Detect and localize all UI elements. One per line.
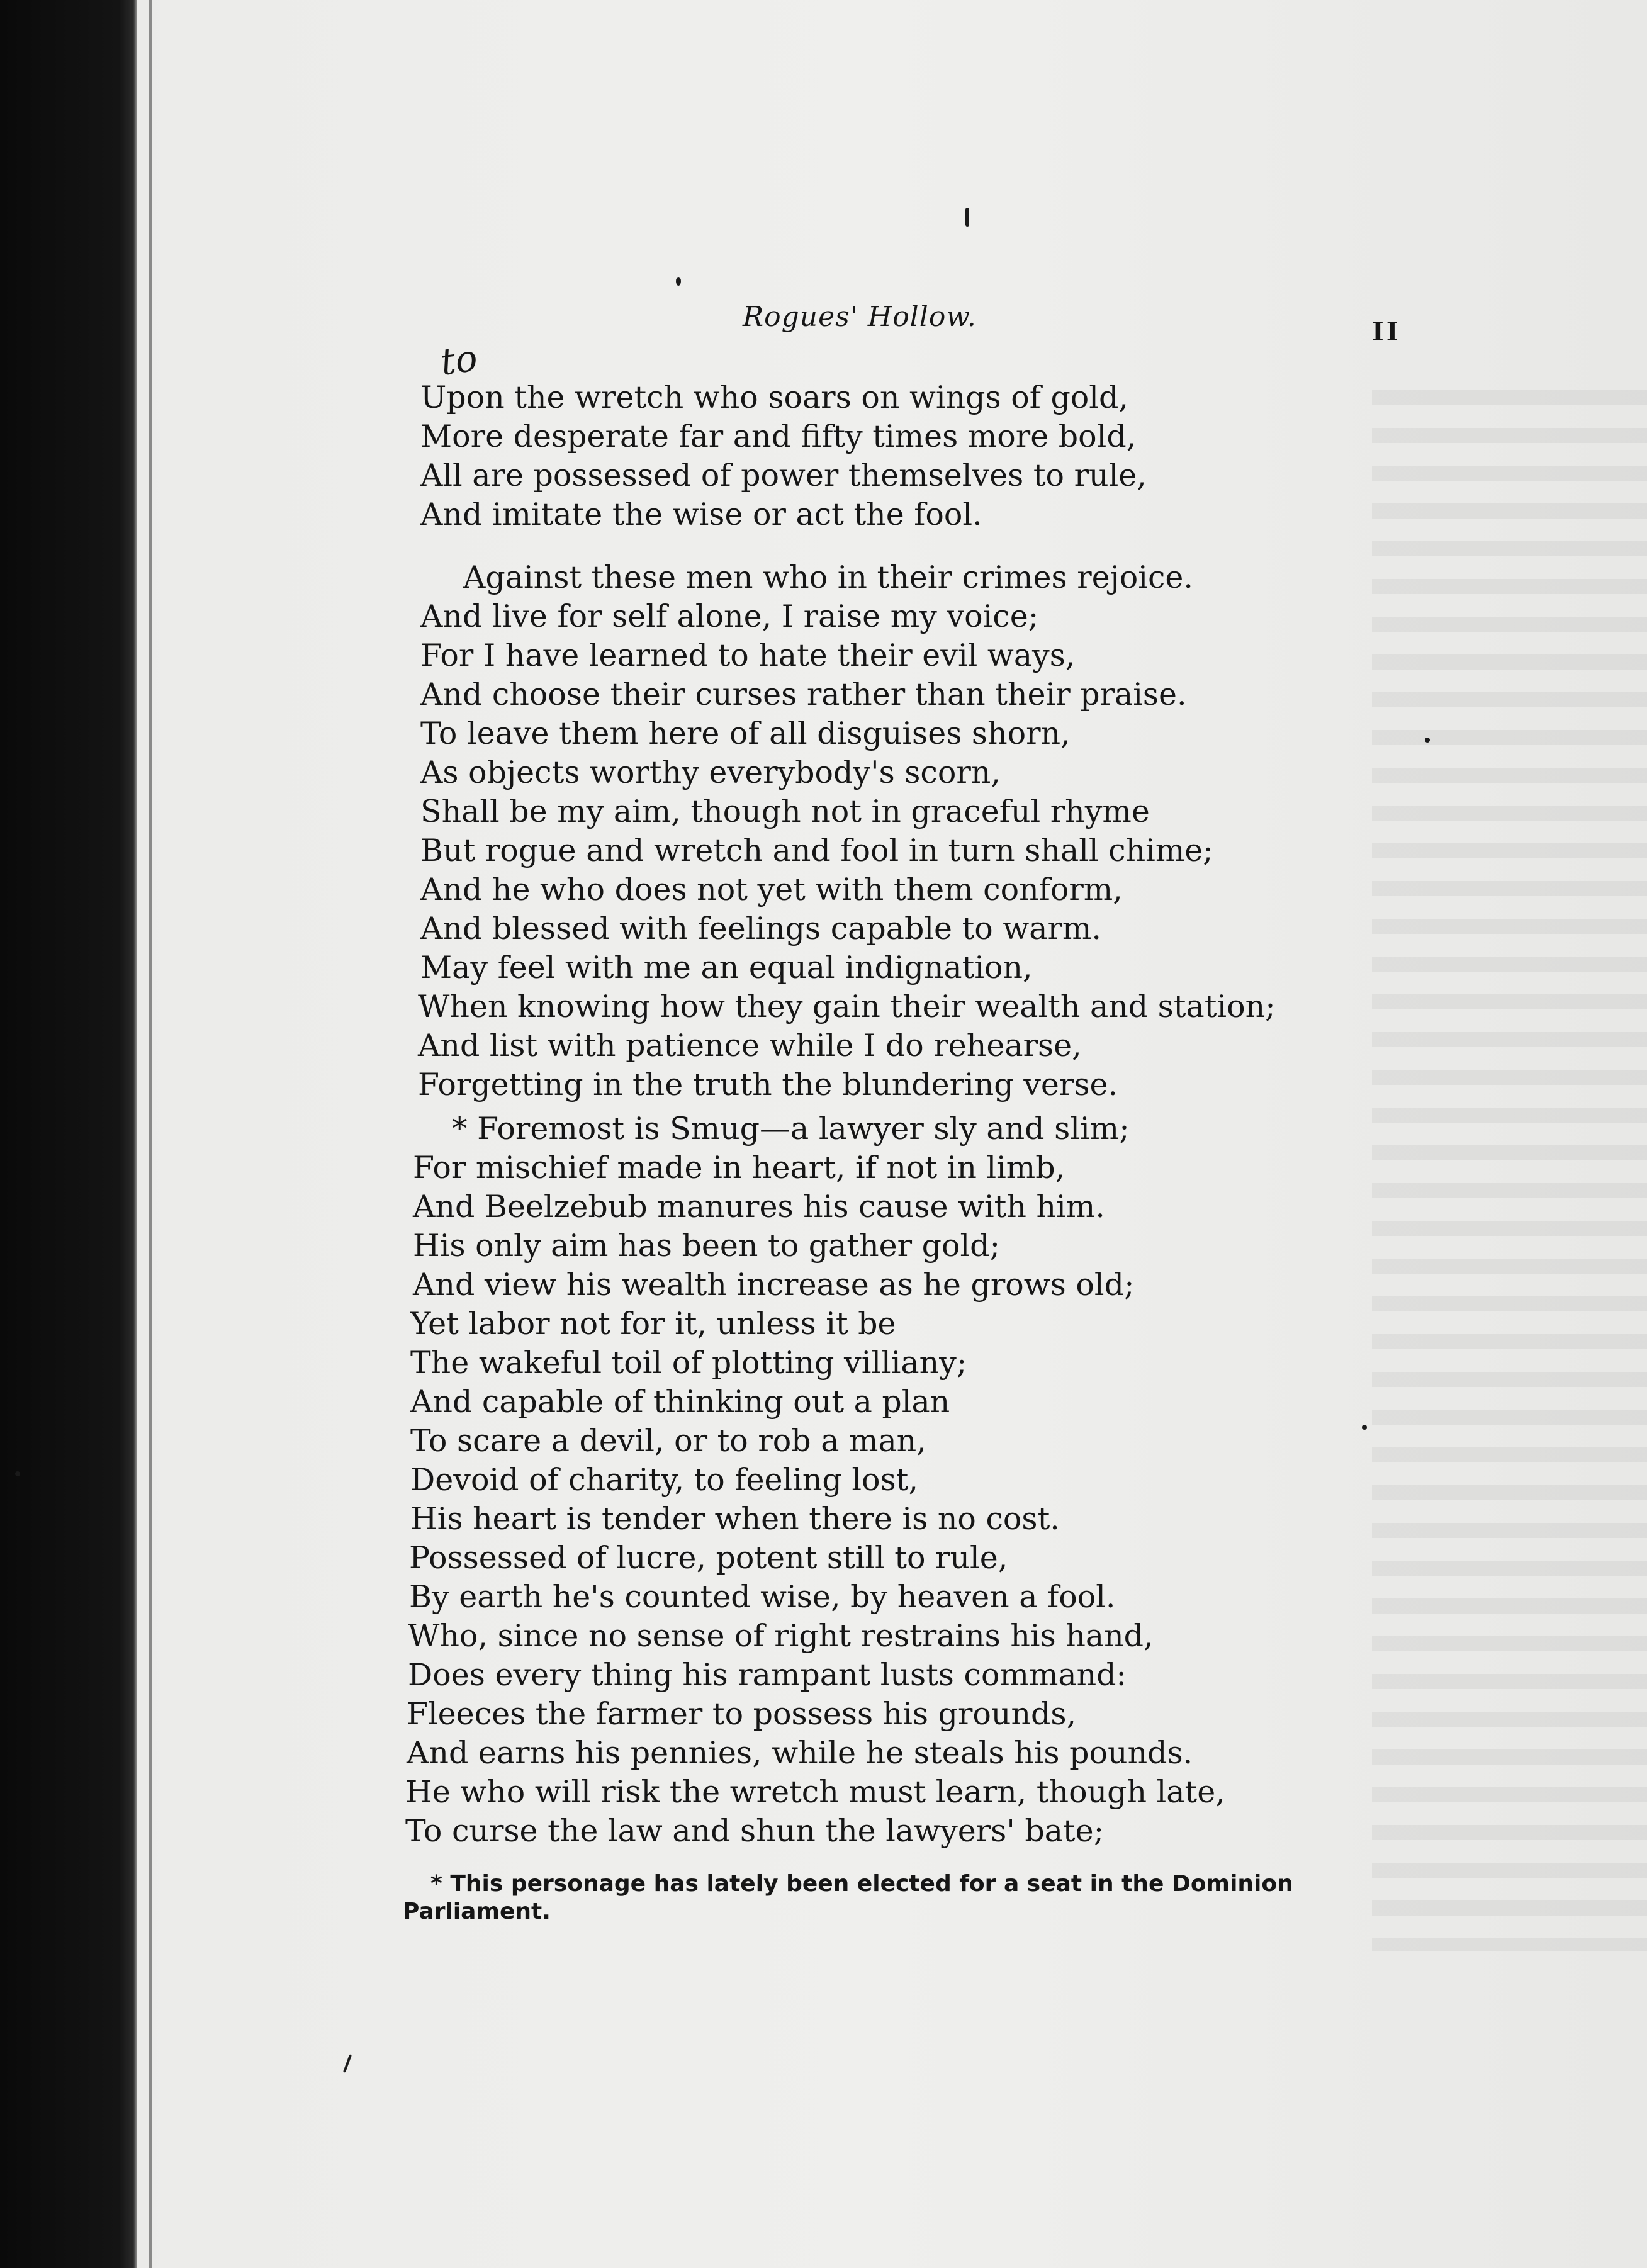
poem-line-11: Shall be my aim, though not in graceful rhyme <box>420 794 1150 829</box>
poem-line-31: By earth he's counted wise, by heaven a fool. <box>409 1579 1116 1615</box>
poem-line-23: And view his wealth increase as he grows old; <box>413 1267 1135 1303</box>
poem-line-32: Who, since no sense of right restrains his hand, <box>408 1618 1154 1654</box>
poem-line-34: Fleeces the farmer to possess his grounds, <box>407 1696 1077 1732</box>
poem-line-28: Devoid of charity, to feeling lost, <box>410 1462 918 1498</box>
poem-line-17: And list with patience while I do rehearse, <box>418 1028 1082 1064</box>
poem-line-25: The wakeful toil of plotting villiany; <box>410 1345 967 1381</box>
poem-line-12: But rogue and wretch and fool in turn shall chime; <box>420 833 1213 868</box>
poem-line-19: * Foremost is Smug—a lawyer sly and slim; <box>452 1111 1130 1147</box>
scan-speck <box>965 208 969 227</box>
handwritten-correction: to <box>437 336 480 384</box>
poem-line-10: As objects worthy everybody's scorn, <box>420 755 1001 790</box>
scan-speck <box>1425 738 1430 743</box>
running-title: Rogues' Hollow. <box>743 301 977 333</box>
poem-line-21: And Beelzebub manures his cause with him. <box>413 1189 1105 1225</box>
page-edge-line <box>149 0 152 2268</box>
poem-line-6: And live for self alone, I raise my voice; <box>420 598 1039 634</box>
poem-line-4: And imitate the wise or act the fool. <box>420 497 982 532</box>
poem-line-7: For I have learned to hate their evil ways, <box>420 637 1076 673</box>
scan-speck <box>15 1471 20 1476</box>
poem-line-27: To scare a devil, or to rob a man, <box>410 1423 926 1459</box>
poem-line-13: And he who does not yet with them conform, <box>420 872 1123 907</box>
poem-line-36: He who will risk the wretch must learn, though late, <box>405 1774 1225 1810</box>
show-through-bleed <box>1372 390 1647 1951</box>
binding-edge-shadow <box>0 0 137 2268</box>
poem-line-8: And choose their curses rather than their praise. <box>420 676 1187 712</box>
poem-line-20: For mischief made in heart, if not in limb, <box>413 1150 1065 1186</box>
poem-line-33: Does every thing his rampant lusts command: <box>408 1657 1127 1693</box>
poem-line-30: Possessed of lucre, potent still to rule, <box>409 1540 1008 1576</box>
poem-line-29: His heart is tender when there is no cost. <box>410 1501 1060 1537</box>
poem-line-1: Upon the wretch who soars on wings of gold, <box>420 379 1128 415</box>
footnote <box>403 1870 1397 1926</box>
page-number: II <box>1372 317 1401 347</box>
poem-line-16: When knowing how they gain their wealth and station; <box>418 989 1276 1025</box>
footnote-line-1: * This personage has lately been elected for a seat in the Dominion <box>430 1871 1293 1897</box>
scan-speck <box>1362 1425 1367 1430</box>
scan-speck <box>676 277 681 286</box>
poem-line-37: To curse the law and shun the lawyers' bate; <box>405 1813 1105 1849</box>
poem-line-14: And blessed with feelings capable to warm. <box>420 911 1101 946</box>
poem-line-35: And earns his pennies, while he steals his pounds. <box>407 1735 1193 1771</box>
poem-line-3: All are possessed of power themselves to rule, <box>420 458 1147 493</box>
footnote-line-2: Parliament. <box>403 1899 551 1924</box>
poem-line-5: Against these men who in their crimes rejoice. <box>463 559 1193 595</box>
poem-line-18: Forgetting in the truth the blundering verse. <box>418 1067 1118 1103</box>
poem-line-24: Yet labor not for it, unless it be <box>410 1306 896 1342</box>
poem-line-26: And capable of thinking out a plan <box>410 1384 950 1420</box>
poem-line-9: To leave them here of all disguises shorn, <box>420 716 1071 751</box>
poem-line-2: More desperate far and fifty times more bold, <box>420 418 1137 454</box>
poem-line-22: His only aim has been to gather gold; <box>413 1228 1001 1264</box>
poem-line-15: May feel with me an equal indignation, <box>420 950 1033 985</box>
